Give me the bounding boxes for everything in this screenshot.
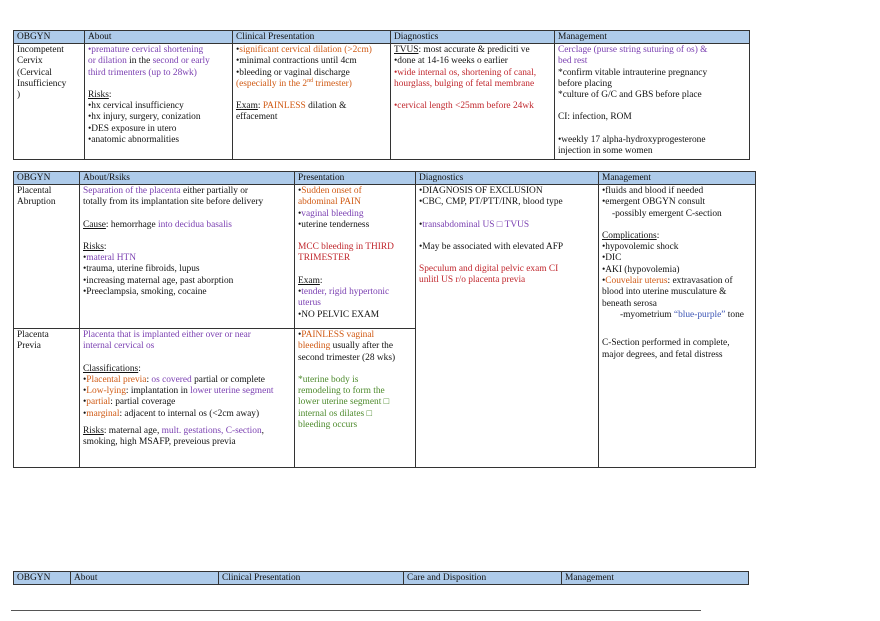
header-diagnostics: Diagnostics <box>416 172 599 185</box>
condition-name-cell: Placenta Previa <box>14 329 80 468</box>
clinical-presentation-cell: •significant cervical dilation (>2cm) •minimal contractions until 4cm •bleeding or vaginal discharge (especially in the 2nd trimester) Exam: PAINLESS dilation & effacement <box>233 44 391 160</box>
incompetent-cervix-table <box>13 30 750 160</box>
bottom-table <box>13 571 749 585</box>
table-row-placental-abruption <box>14 185 756 329</box>
diagnostics-cell: •DIAGNOSIS OF EXCLUSION •CBC, CMP, PT/PTT/INR, blood type •transabdominal US □ TVUS •May be associated with elevated AFP Speculum and digital pelvic exam CI unlitl US r/o placenta previa <box>416 185 599 468</box>
about-cell: Separation of the placenta either partially or totally from its implantation site before delivery Cause: hemorrhage into decidua basalis Risks: •materal HTN •trauma, uterine fibroids, lupus •increasing maternal age, past aborption •Preeclampsia, smoking, cocaine <box>80 185 295 329</box>
management-cell: Cerclage (purse string suturing of os) & bed rest *confirm vitable intrauterine pregnancy before placing *culture of G/C and GBS before place CI: infection, ROM •weekly 17 alpha-hydroxyprogesterone injection in some women <box>555 44 750 160</box>
header-management: Management <box>562 572 749 585</box>
header-about-risks: About/Rsiks <box>80 172 295 185</box>
about-cell: •premature cervical shortening or dilation in the second or early third trimenters (up to 28wk) Risks: •hx cervical insufficiency •hx injury, surgery, conization •DES exposure in utero •anatomic abnormalities <box>85 44 233 160</box>
header-care-and-disposition: Care and Disposition <box>404 572 562 585</box>
condition-name-cell: Placental Abruption <box>14 185 80 329</box>
header-management: Management <box>555 31 750 44</box>
header-obgyn: OBGYN <box>14 31 85 44</box>
header-clinical-presentation: Clinical Presentation <box>219 572 404 585</box>
header-presentation: Presentation <box>295 172 416 185</box>
placenta-table <box>13 171 756 468</box>
table-header-row <box>14 31 750 44</box>
about-cell: Placenta that is implanted either over or near internal cervical os Classifications: •Placental previa: os covered partial or complete •Low-lying: implantation in lower uterine segment •partial: partial coverage •marginal: adjacent to internal os (<2cm away) Risks: maternal age, mult. gestations, C-section, smoking, high MSAFP, preveious previa <box>80 329 295 468</box>
page-divider <box>11 610 701 611</box>
table-header-row <box>14 572 749 585</box>
presentation-cell: •Sudden onset of abdominal PAIN •vaginal bleeding •uterine tenderness MCC bleeding in THIRD TRIMESTER Exam: •tender, rigid hypertonic uterus •NO PELVIC EXAM <box>295 185 416 329</box>
presentation-cell: •PAINLESS vaginal bleeding usually after the second trimester (28 wks) *uterine body is remodeling to form the lower uterine segment □ internal os dilates □ bleeding occurs <box>295 329 416 468</box>
table-header-row <box>14 172 756 185</box>
header-diagnostics: Diagnostics <box>391 31 555 44</box>
table-row <box>14 44 750 160</box>
header-about: About <box>71 572 219 585</box>
diagnostics-cell: TVUS: most accurate & prediciti ve •done at 14-16 weeks o earlier •wide internal os, shortening of canal, hourglass, bulging of fetal membrane •cervical length <25mm before 24wk <box>391 44 555 160</box>
header-management: Management <box>599 172 756 185</box>
condition-name-cell: Incompetent Cervix (Cervical Insufficiency ) <box>14 44 85 160</box>
management-cell: •fluids and blood if needed •emergent OBGYN consult -possibly emergent C-section Complications: •hypovolemic shock •DIC •AKI (hypovolemia) •Couvelair uterus: extravasation of blood into uterine musculature & beneath serosa -myometrium “blue-purple” tone C-Section performed in complete, major degrees, and fetal distress <box>599 185 756 468</box>
header-obgyn: OBGYN <box>14 172 80 185</box>
header-about: About <box>85 31 233 44</box>
header-obgyn: OBGYN <box>14 572 71 585</box>
header-clinical-presentation: Clinical Presentation <box>233 31 391 44</box>
